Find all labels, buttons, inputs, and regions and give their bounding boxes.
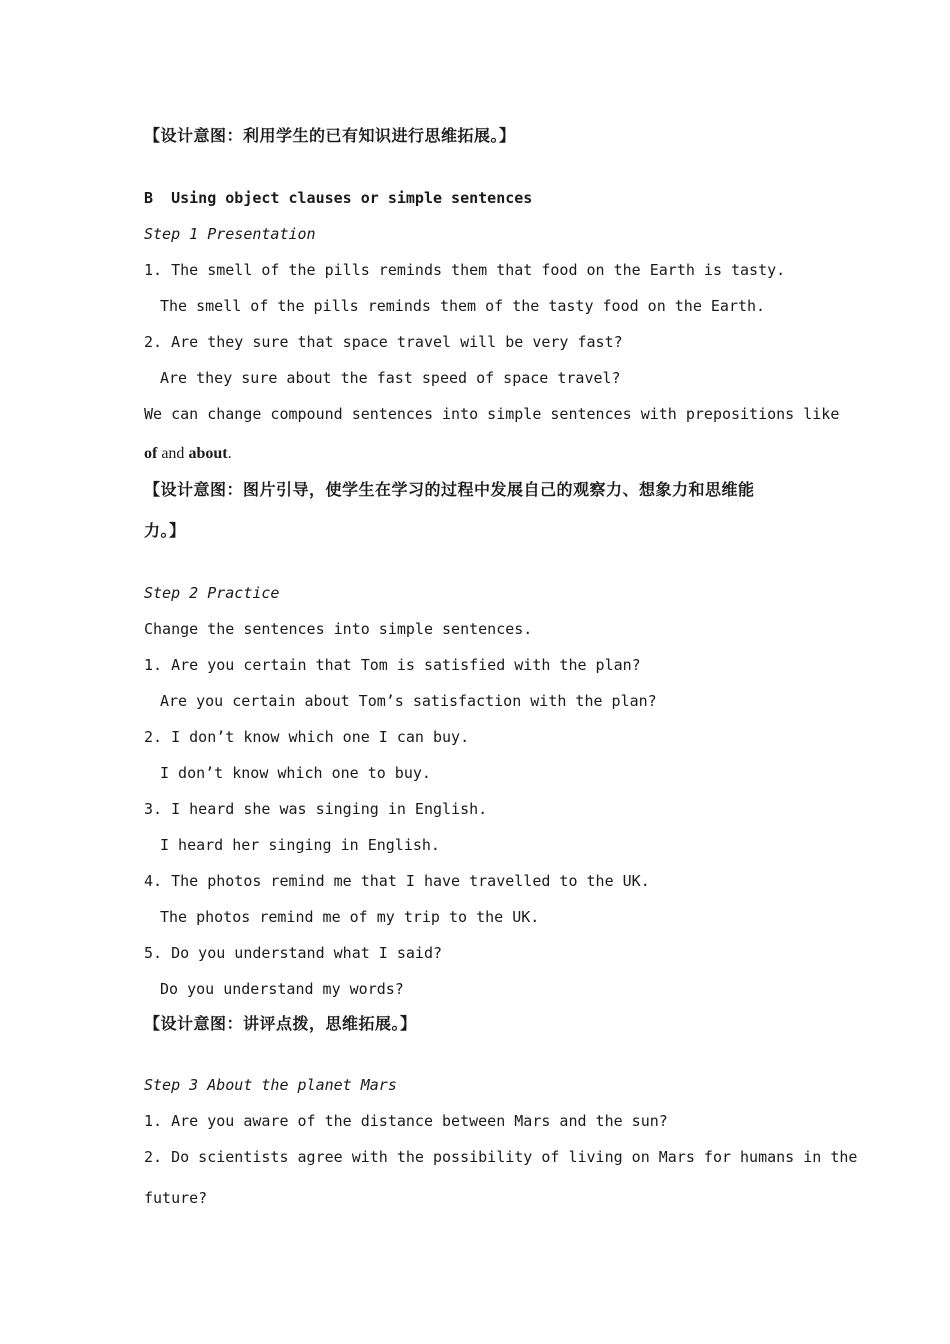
keyword-of: of	[144, 445, 158, 462]
step1-sentence-1: 1. The smell of the pills reminds them that food on the Earth is tasty.	[144, 261, 786, 279]
step3-question-2-cont: future?	[144, 1189, 208, 1207]
step1-explanation-cont	[144, 444, 232, 464]
step2-answer-5: Do you understand my words?	[160, 980, 404, 998]
design-intent-note-2: 【设计意图：图片引导，使学生在学习的过程中发展自己的观察力、想象力和思维能	[144, 480, 755, 499]
step3-question-2: 2. Do scientists agree with the possibility of living on Mars for humans in the	[144, 1148, 858, 1166]
word-and: and	[161, 445, 185, 462]
step2-question-3: 3. I heard she was singing in English.	[144, 800, 488, 818]
step2-title: Step 2 Practice	[144, 584, 280, 602]
step3-title: Step 3 About the planet Mars	[144, 1076, 397, 1094]
step2-instruction: Change the sentences into simple sentences.	[144, 620, 533, 638]
design-intent-note-1: 【设计意图：利用学生的已有知识进行思维拓展。】	[144, 126, 516, 145]
step2-question-2: 2. I don’t know which one I can buy.	[144, 728, 470, 746]
step1-sentence-2: 2. Are they sure that space travel will be very fast?	[144, 333, 623, 351]
step1-sentence-1-simple: The smell of the pills reminds them of the tasty food on the Earth.	[160, 297, 766, 315]
step1-sentence-2-simple: Are they sure about the fast speed of space travel?	[160, 369, 621, 387]
step2-answer-2: I don’t know which one to buy.	[160, 764, 431, 782]
section-b-heading: B Using object clauses or simple sentences	[144, 189, 533, 207]
period: .	[227, 445, 232, 462]
step2-question-5: 5. Do you understand what I said?	[144, 944, 443, 962]
step3-question-1: 1. Are you aware of the distance between Mars and the sun?	[144, 1112, 668, 1130]
step2-question-4: 4. The photos remind me that I have travelled to the UK.	[144, 872, 650, 890]
keyword-about: about	[188, 445, 228, 462]
step2-answer-1: Are you certain about Tom’s satisfaction with the plan?	[160, 692, 657, 710]
design-intent-note-3: 【设计意图：讲评点拨，思维拓展。】	[144, 1014, 417, 1033]
step2-answer-4: The photos remind me of my trip to the UK.	[160, 908, 540, 926]
step1-title: Step 1 Presentation	[144, 225, 316, 243]
design-intent-note-2-cont: 力。】	[144, 521, 186, 540]
step2-answer-3: I heard her singing in English.	[160, 836, 440, 854]
step1-explanation: We can change compound sentences into simple sentences with prepositions like	[144, 405, 840, 423]
step2-question-1: 1. Are you certain that Tom is satisfied with the plan?	[144, 656, 641, 674]
